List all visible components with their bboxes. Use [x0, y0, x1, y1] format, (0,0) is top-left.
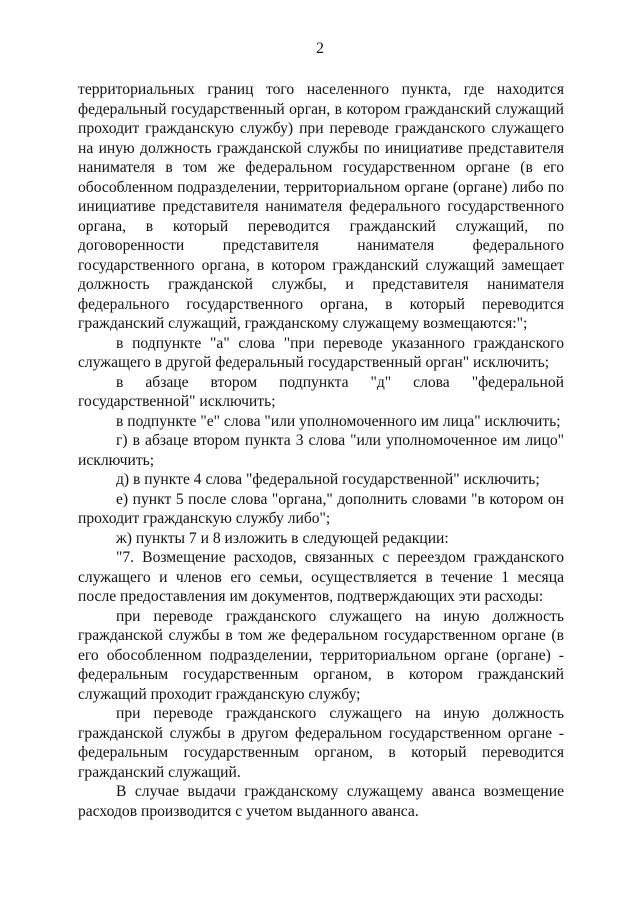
paragraph: д) в пункте 4 слова "федеральной государственной" исключить;: [116, 471, 540, 488]
paragraph: ж) пункты 7 и 8 изложить в следующей редакции:: [116, 529, 449, 547]
paragraph: "7. Возмещение расходов, связанных с переездом гражданского служащего и членов его семьи, осуществляется в течение 1 месяца после предоставления им документов, подтверждающих эти расходы:: [78, 549, 564, 605]
paragraph: территориальных границ того населенного пункта, где находится федеральный государственный орган, в котором гражданский служащий проходит гражданскую службу) при переводе гражданского служащего на иную должность гражданской службы по инициативе представителя нанимателя в том же федеральном государственном органе (в его обособленном подразделении, территориальном органе (органе) либо по инициативе представителя нанимателя федерального государственного органа, в который переводится гражданский служащий, по договоренности представителя нанимателя федерального государственного органа, в котором гражданский служащий замещает должность гражданской службы, и представителя нанимателя федерального государственного органа, в который переводится гражданский служащий, гражданскому служащему возмещаются:";: [78, 81, 564, 332]
paragraph: при переводе гражданского служащего на иную должность гражданской службы в другом федеральном государственном органе - федеральным государственным органом, в который переводится гражданский служащий.: [78, 705, 564, 781]
paragraph: при переводе гражданского служащего на иную должность гражданской службы в том же федеральном государственном органе (в его обособленном подразделении, территориальном органе (органе) - федеральным государственным органом, в котором гражданский служащий проходит гражданскую службу;: [78, 607, 564, 703]
page-number: 2: [316, 40, 324, 57]
paragraph: в подпункте "а" слова "при переводе указанного гражданского служащего в другой федеральный государственный орган" исключить;: [78, 334, 564, 371]
paragraph: е) пункт 5 после слова "органа," дополнить словами "в котором он проходит гражданскую службу либо";: [78, 490, 564, 527]
document-body: [78, 80, 564, 821]
paragraph: В случае выдачи гражданскому служащему аванса возмещение расходов производится с учетом выданного аванса.: [78, 783, 564, 820]
paragraph: г) в абзаце втором пункта 3 слова "или уполномоченное им лицо" исключить;: [78, 432, 564, 469]
paragraph: в абзаце втором подпункта "д" слова "федеральной государственной" исключить;: [78, 373, 564, 410]
paragraph: в подпункте "е" слова "или уполномоченного им лица" исключить;: [116, 412, 561, 430]
